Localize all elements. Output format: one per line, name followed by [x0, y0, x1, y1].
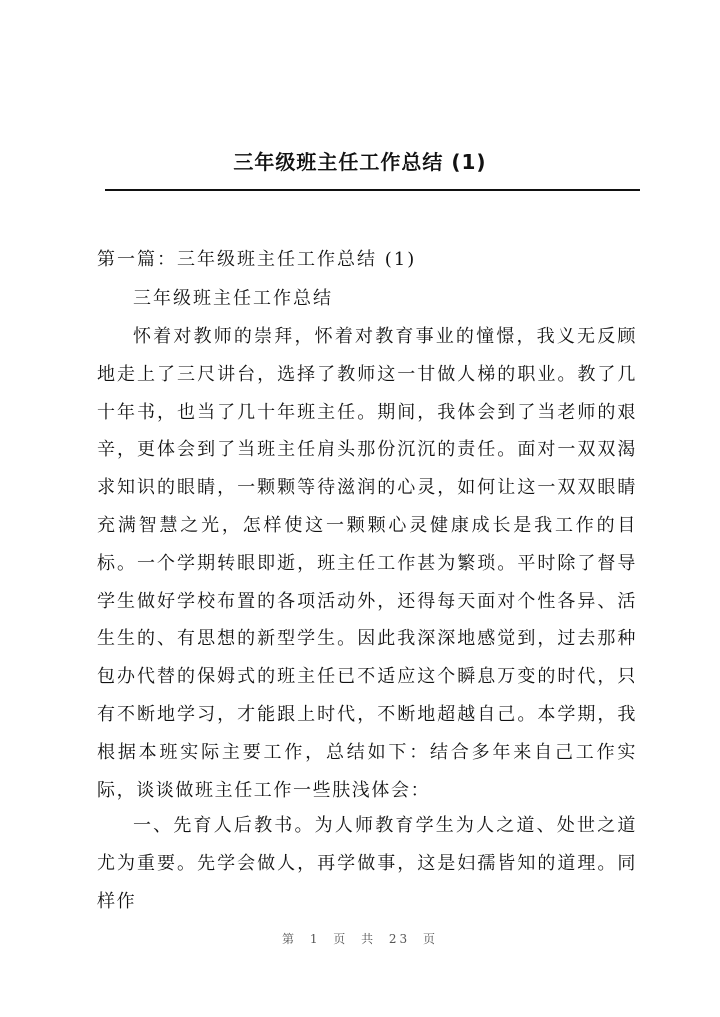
sub-heading: 三年级班主任工作总结	[133, 288, 333, 309]
page-number-footer: 第 1 页 共 23 页	[282, 932, 438, 946]
document-title: 三年级班主任工作总结 (1)	[233, 150, 487, 174]
body-paragraph: 一、先育人后教书。为人师教育学生为人之道、处世之道尤为重要。先学会做人，再学做事，这是妇孺皆知的道理。同样作	[97, 815, 637, 912]
title-divider	[105, 189, 640, 191]
body-paragraph: 怀着对教师的崇拜，怀着对教育事业的憧憬，我义无反顾地走上了三尺讲台，选择了教师这一甘做人梯的职业。教了几十年书，也当了几十年班主任。期间，我体会到了当老师的艰辛，更体会到了当班主任肩头那份沉沉的责任。面对一双双渴求知识的眼睛，一颗颗等待滋润的心灵，如何让这一双双眼睛充满智慧之光，怎样使这一颗颗心灵健康成长是我工作的目标。一个学期转眼即逝，班主任工作甚为繁琐。平时除了督导学生做好学校布置的各项活动外，还得每天面对个性各异、活生生的、有思想的新型学生。因此我深深地感觉到，过去那种包办代替的保姆式的班主任已不适应这个瞬息万变的时代，只有不断地学习，才能跟上时代，不断地超越自己。本学期，我根据本班实际主要工作，总结如下：结合多年来自己工作实际，谈谈做班主任工作一些肤浅体会：	[97, 326, 637, 801]
section-heading: 第一篇：三年级班主任工作总结 (1)	[97, 249, 417, 270]
